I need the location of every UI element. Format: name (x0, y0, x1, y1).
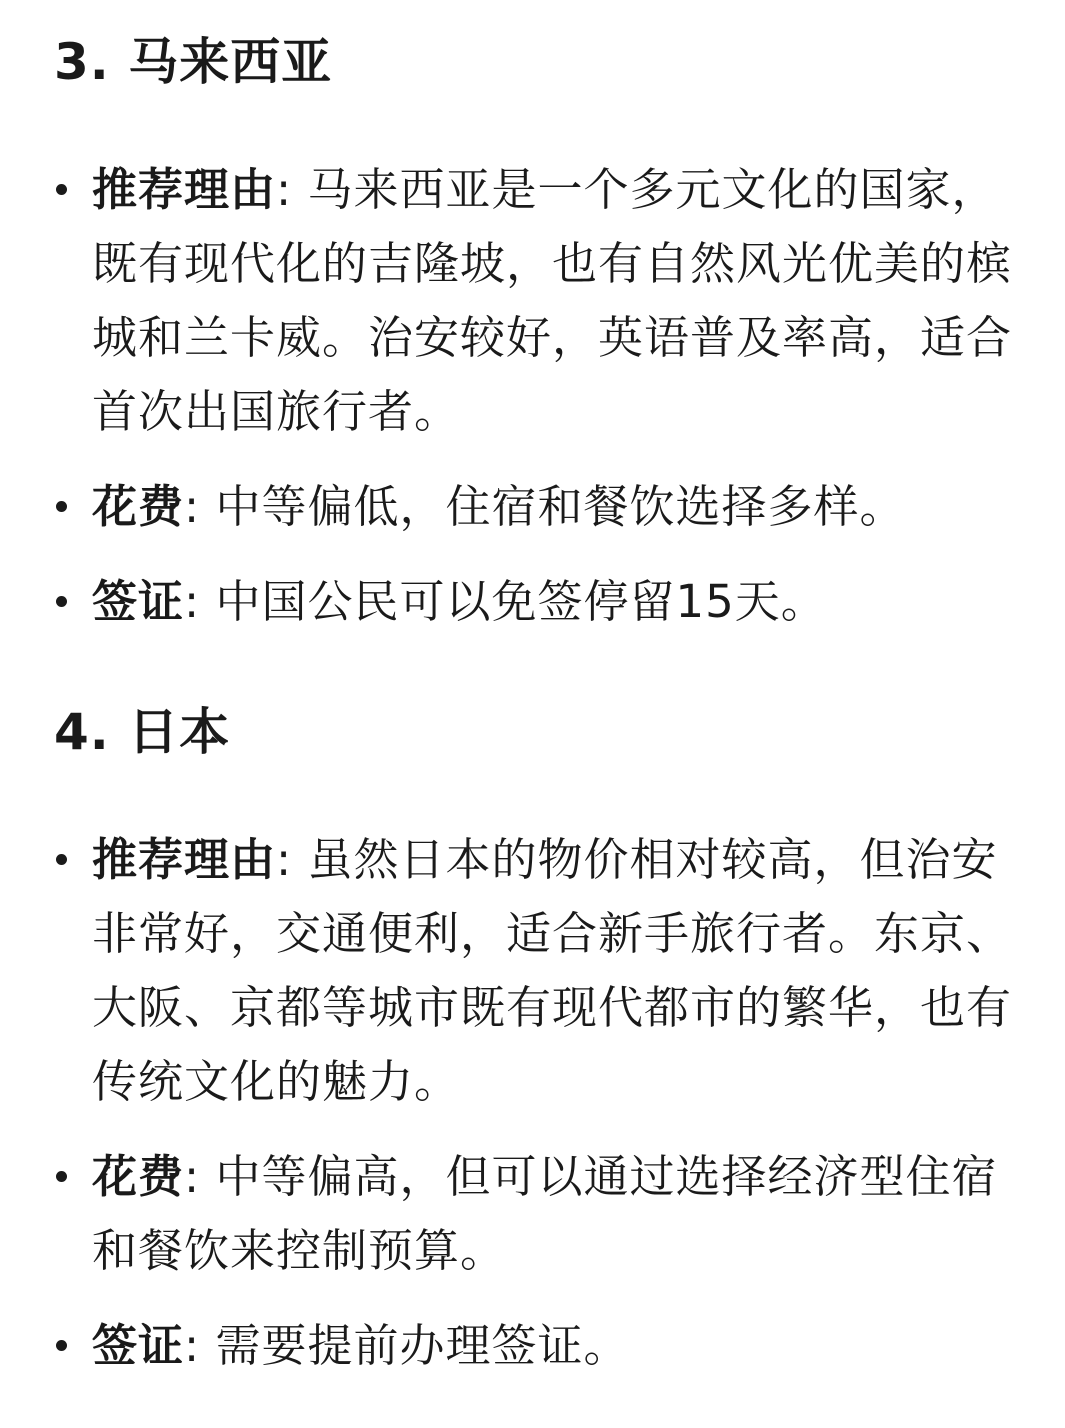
item-label: 签证 (92, 1319, 185, 1372)
item-separator: : (276, 833, 308, 886)
item-separator: : (276, 163, 308, 216)
item-text: 马来西亚是一个多元文化的国家，既有现代化的吉隆坡，也有自然风光优美的槟城和兰卡威。治安较好，英语普及率高，适合首次出国旅行者。 (92, 163, 1013, 438)
item-separator: : (184, 480, 216, 533)
list-item-cost (0, 1140, 1022, 1288)
list-item-reason (0, 153, 1022, 449)
item-text: 需要提前办理签证。 (215, 1319, 630, 1372)
item-separator: : (184, 1150, 216, 1203)
section-heading-japan: 4. 日本 (54, 703, 231, 761)
list-item-reason (0, 823, 1022, 1119)
section-heading-malaysia: 3. 马来西亚 (54, 33, 333, 91)
item-label: 签证 (92, 575, 185, 628)
list-item-visa (0, 1309, 1022, 1383)
japan-details-list (0, 823, 1065, 1383)
item-text: 中等偏低，住宿和餐饮选择多样。 (215, 480, 906, 533)
bullet-dot (56, 184, 67, 195)
item-separator: : (184, 575, 216, 628)
bullet-dot (56, 1340, 67, 1351)
bullet-dot (56, 596, 67, 607)
bullet-dot (56, 501, 67, 512)
bullet-dot (56, 854, 67, 865)
item-text: 虽然日本的物价相对较高，但治安非常好，交通便利，适合新手旅行者。东京、大阪、京都等城市既有现代都市的繁华，也有传统文化的魅力。 (92, 833, 1013, 1108)
list-item-cost (0, 470, 1022, 544)
item-label: 推荐理由 (92, 833, 277, 886)
item-text: 中等偏高，但可以通过选择经济型住宿和餐饮来控制预算。 (92, 1150, 998, 1277)
bullet-dot (56, 1171, 67, 1182)
item-label: 花费 (92, 1150, 185, 1203)
item-text: 中国公民可以免签停留15天。 (215, 575, 827, 628)
list-item-visa (0, 565, 1022, 639)
item-label: 花费 (92, 480, 185, 533)
item-separator: : (184, 1319, 216, 1372)
item-label: 推荐理由 (92, 163, 277, 216)
malaysia-details-list (0, 153, 1065, 639)
